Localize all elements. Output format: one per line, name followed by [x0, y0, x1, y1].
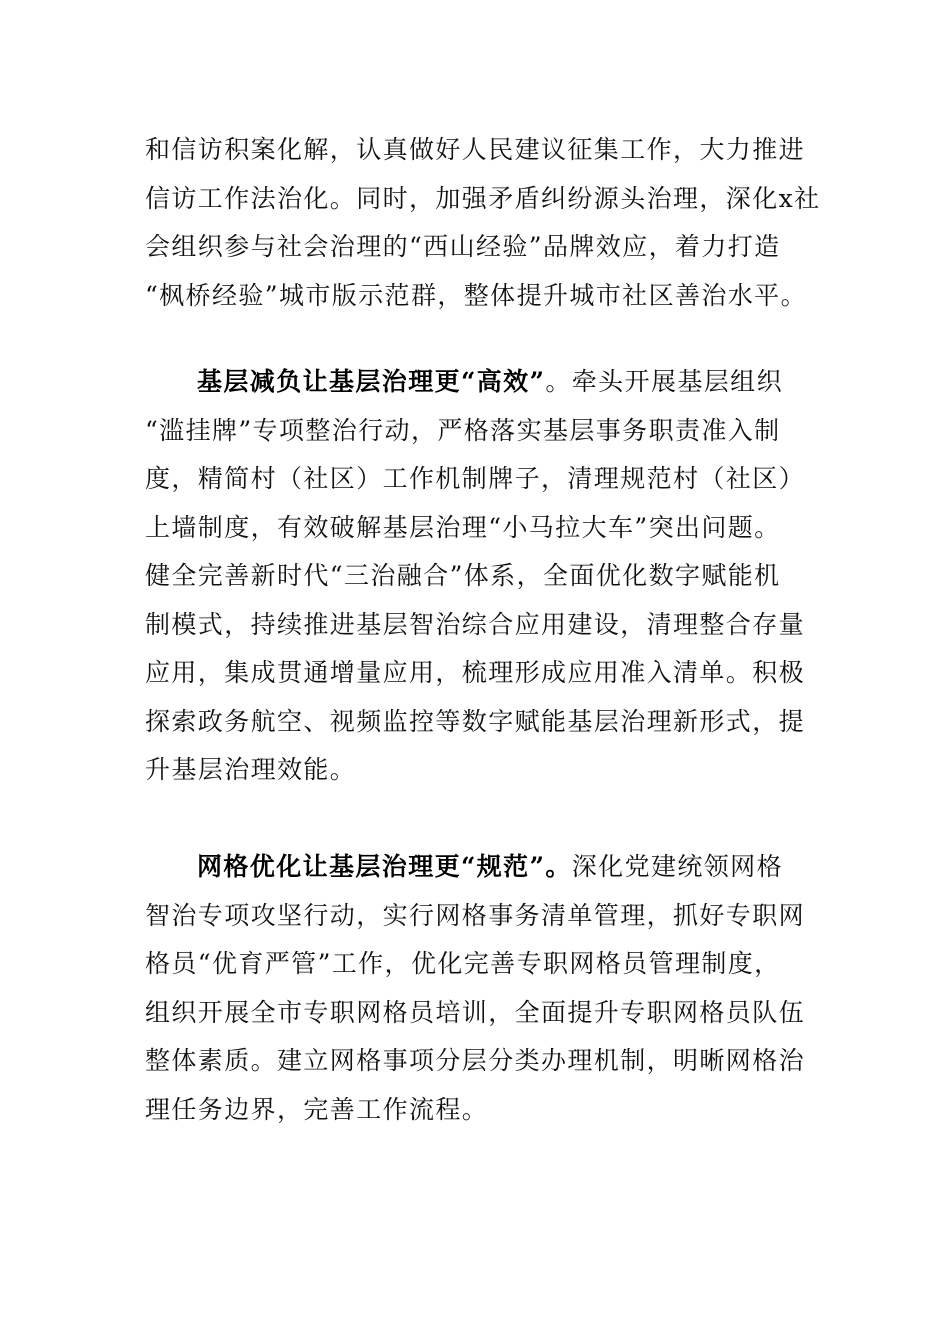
text-line: 探索政务航空、视频监控等数字赋能基层治理新形式，提 [145, 706, 806, 736]
text-line: 健全完善新时代“三治融合”体系，全面优化数字赋能机 [145, 561, 781, 590]
text-line: 格员“优育严管”工作，优化完善专职网格员管理制度， [145, 949, 781, 978]
text-line: 制模式，持续推进基层智治综合应用建设，清理整合存量 [145, 609, 806, 639]
text-line: 应用，集成贯通增量应用，梳理形成应用准入清单。积极 [145, 658, 806, 687]
paragraph-lead-heading: 网格优化让基层治理更“规范”。 [197, 852, 572, 881]
text-line: 和信访积案化解，认真做好人民建议征集工作，大力推进 [145, 135, 806, 164]
text-line: 度，精简村（社区）工作机制牌子，清理规范村（社区） [145, 464, 806, 493]
text-line: 信访工作法治化。同时，加强矛盾纠纷源头治理，深化x社 [145, 183, 821, 213]
text-line: 上墙制度，有效破解基层治理“小马拉大车”突出问题。 [145, 512, 781, 542]
text-line: 会组织参与社会治理的“西山经验”品牌效应，着力打造 [145, 232, 781, 261]
text-line: 理任务边界，完善工作流程。 [145, 1094, 489, 1124]
paragraph-lead-heading: 基层减负让基层治理更“高效” [197, 367, 546, 396]
text-line-first [145, 358, 815, 407]
paragraph-petition [145, 126, 821, 320]
paragraph-burden-reduction [145, 358, 815, 795]
text-line-first [145, 843, 815, 892]
text-line-rest: 。牵头开展基层组织 [545, 367, 783, 396]
text-line: 组织开展全市专职网格员培训，全面提升专职网格员队伍 [145, 997, 806, 1027]
text-line: 智治专项攻坚行动，实行网格事务清单管理，抓好专职网 [145, 900, 806, 930]
paragraph-grid-optimization [145, 843, 815, 1134]
text-line: “滥挂牌”专项整治行动，严格落实基层事务职责准入制 [145, 415, 781, 445]
text-line: 升基层治理效能。 [145, 755, 357, 784]
text-line: 整体素质。建立网格事项分层分类办理机制，明晰网格治 [145, 1046, 806, 1075]
text-line: “枫桥经验”城市版示范群，整体提升城市社区善治水平。 [145, 280, 807, 310]
text-line-rest: 深化党建统领网格 [571, 852, 783, 881]
